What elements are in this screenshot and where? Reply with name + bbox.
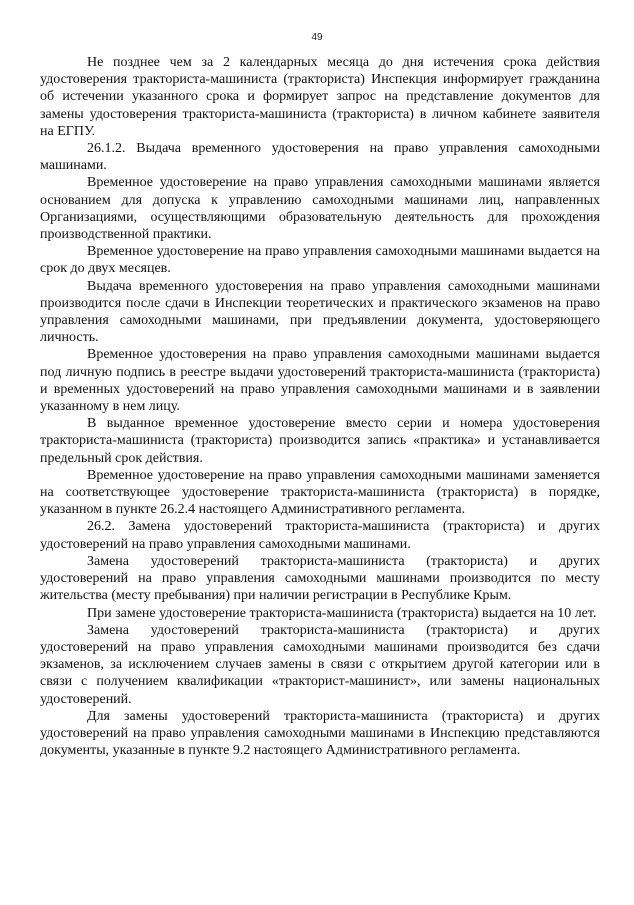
paragraph: Для замены удостоверений тракториста-машиниста (тракториста) и других удостоверений на право управления самоходными машинами в Инспекцию представляются документы, указанные в пункте 9.2 настоящего Административного регламента.: [40, 708, 600, 759]
paragraph: Замена удостоверений тракториста-машиниста (тракториста) и других удостоверений на право управления самоходными машинами производится без сдачи экзаменов, за исключением случаев замены в связи с открытием другой категории или в связи с получением квалификации «тракторист-машинист», или замены национальных удостоверений.: [40, 622, 600, 707]
paragraph: В выданное временное удостоверение вместо серии и номера удостоверения тракториста-машиниста (тракториста) производится запись «практика» и устанавливается предельный срок действия.: [40, 416, 600, 466]
paragraph: Замена удостоверений тракториста-машиниста (тракториста) и других удостоверений на право управления самоходными машинами производится по месту жительства (месту пребывания) при наличии регистрации в Республике Крым.: [40, 553, 600, 604]
paragraph: Временное удостоверение на право управления самоходными машинами выдается на срок до двух месяцев.: [40, 244, 600, 277]
paragraph: Временное удостоверение на право управления самоходными машинами заменяется на соответствующее удостоверение тракториста-машиниста (тракториста) в порядке, указанном в пункте 26.2.4 настоящего Административного регламента.: [40, 467, 600, 518]
section-heading: 26.1.2. Выдача временного удостоверения на право управления самоходными машинами.: [40, 141, 600, 174]
paragraph: Не позднее чем за 2 календарных месяца до дня истечения срока действия удостоверения тракториста-машиниста (тракториста) Инспекция информирует гражданина об истечении указанного срока и формирует запрос на представление документов для замены удостоверения тракториста-машиниста (тракториста) в личном кабинете заявителя на ЕГПУ.: [40, 55, 600, 139]
paragraph: Выдача временного удостоверения на право управления самоходными машинами производится после сдачи в Инспекции теоретических и практического экзаменов на право управления самоходными машинами, при предъявлении документа, удостоверяющего личность.: [40, 278, 600, 346]
paragraph: При замене удостоверение тракториста-машиниста (тракториста) выдается на 10 лет.: [87, 605, 597, 621]
page-number: 49: [311, 32, 323, 43]
section-heading: 26.2. Замена удостоверений тракториста-машиниста (тракториста) и других удостоверений на право управления самоходными машинами.: [40, 519, 600, 552]
paragraph: Временное удостоверение на право управления самоходными машинами является основанием для допуска к управлению самоходными машинами лиц, направленных Организациями, осуществляющими образовательную деятельность для прохождения производственной практики.: [40, 175, 600, 243]
paragraph: Временное удостоверения на право управления самоходными машинами выдается под личную подпись в реестре выдачи удостоверений тракториста-машиниста (тракториста) и временных удостоверений на право управления самоходными машинами и в заявлении указанному в нем лицу.: [40, 347, 600, 415]
document-body: [40, 54, 600, 759]
